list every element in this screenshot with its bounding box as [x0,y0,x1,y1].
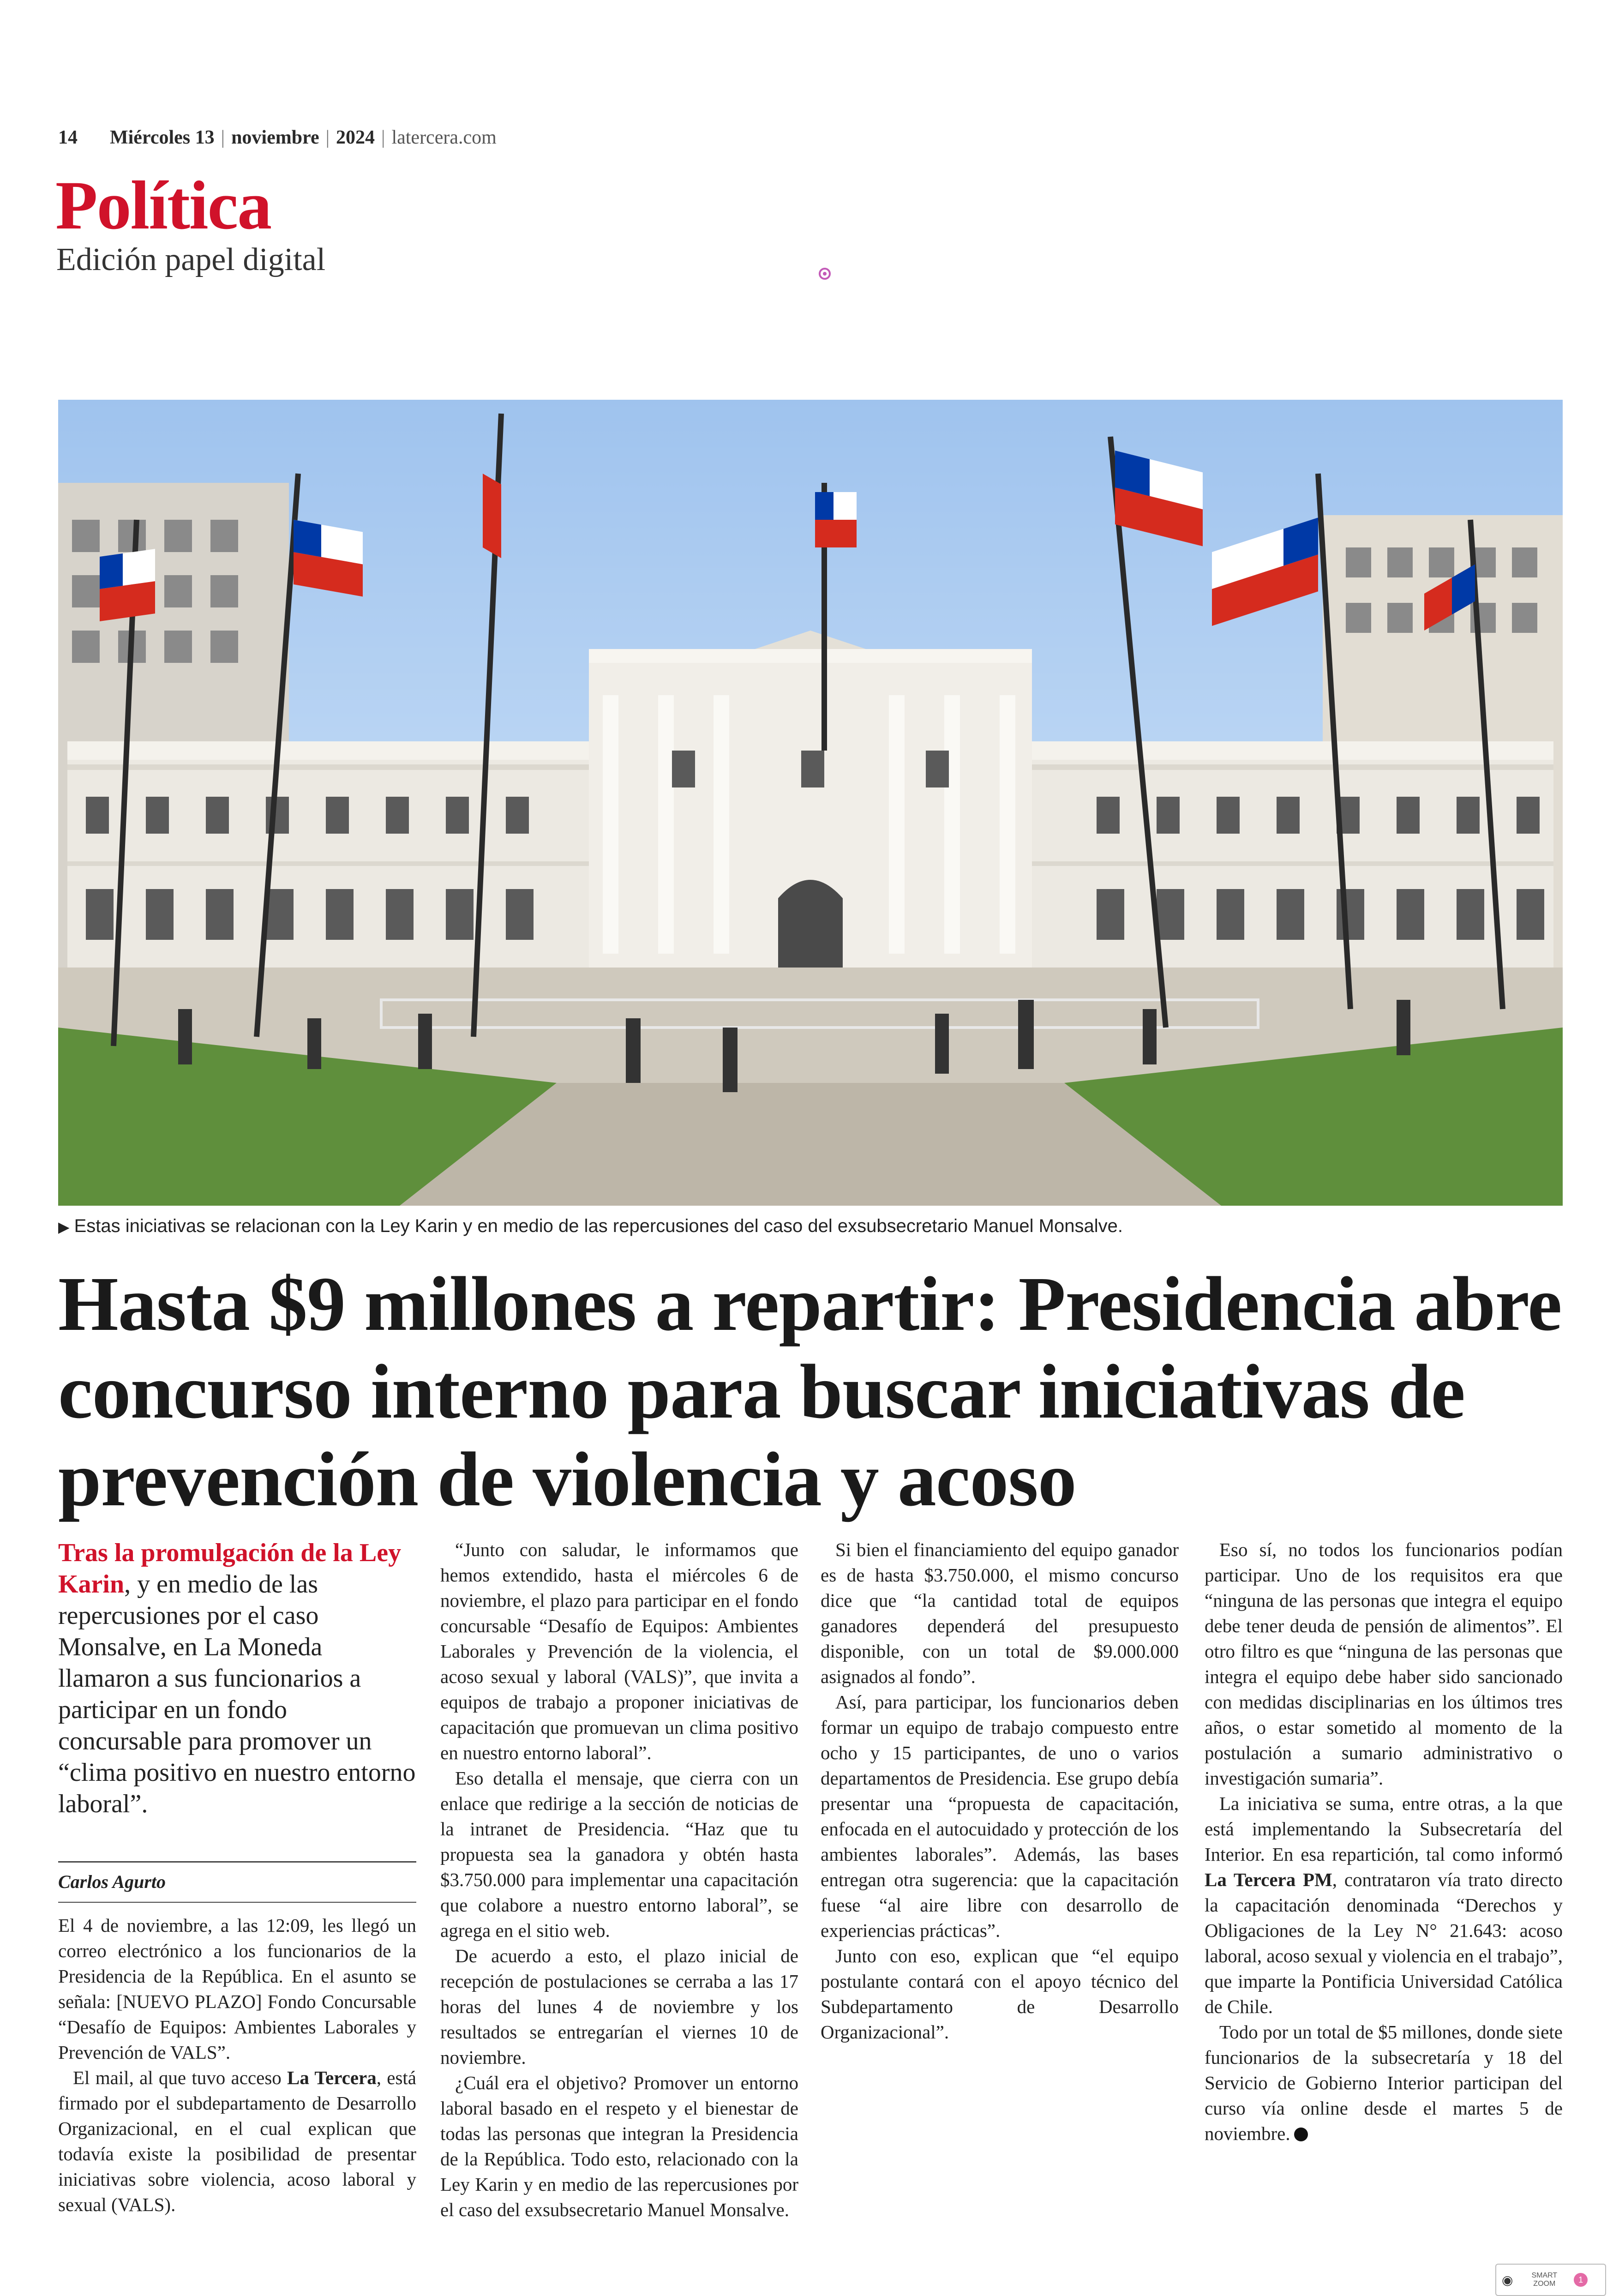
paragraph: El mail, al que tuvo acceso La Tercera, está firmado por el subdepartamento de Desarrollo Organizacional, en el cual explican que todavía existe la posibilidad de presentar iniciativas sobre violencia, acoso laboral y sexual (VALS). [58,2067,417,2215]
caption-arrow-icon: ▶ [58,1219,70,1235]
la-moneda-illustration [58,400,1563,1206]
paragraph: El 4 de noviembre, a las 12:09, les llegó un correo electrónico a los funcionarios de la Presidencia de la República. En el asunto se señala: [NUEVO PLAZO] Fondo Concursable “Desafío de Equipos: Ambientes Laborales y Prevención de VALS”. [58,1915,416,2063]
article-column-2 [440,1537,798,2223]
zoom-badge[interactable]: 1 [1574,2273,1588,2287]
paragraph: Si bien el financiamiento del equipo ganador es de hasta $3.750.000, el mismo concurso dice que “la cantidad total de equipos ganadores dependerá del presupuesto disponible, con un total de $9.000.000 asignados al fondo”. [821,1539,1179,1687]
article-lead [58,1537,416,1820]
site-link[interactable]: latercera.com [391,127,497,148]
caption-text: Estas iniciativas se relacionan con la Ley Karin y en medio de las repercusiones del caso del exsubsecretario Manuel Monsalve. [74,1216,1123,1236]
header-date-year: 2024 [336,127,375,148]
article-column-3 [821,1537,1179,2045]
photo-caption [58,1216,1563,1237]
byline: Carlos Agurto [58,1863,416,1903]
header-date-day: Miércoles 13 [110,127,215,148]
paragraph: ¿Cuál era el objetivo? Promover un entorno laboral basado en el respeto y el bienestar de todas las personas que integran la Presidencia de la República. Todo esto, relacionado con la Ley Karin y en medio de las repercusiones por el caso del exsubsecretario Manuel Monsalve. [440,2072,798,2220]
end-mark-icon [1294,2128,1308,2141]
paragraph: “Junto con saludar, le informamos que hemos extendido, hasta el miércoles 6 de noviembre, el plazo para participar en el fondo concursable “Desafío de Equipos: Ambientes Laborales y Prevención de la violencia, el acoso sexual y laboral (VALS)”, que invita a equipos de trabajo a proponer iniciativas de capacitación que promuevan un clima positivo en nuestro entorno laboral”. [440,1539,798,1763]
section-title: Política [55,167,271,244]
paragraph: Junto con eso, explican que “el equipo postulante contará con el apoyo técnico del Subdepartamento de Desarrollo Organizacional”. [821,1945,1179,2043]
paragraph: De acuerdo a esto, el plazo inicial de recepción de postulaciones se cerraba a las 17 horas del lunes 4 de noviembre y los resultados se entregarían el viernes 10 de noviembre. [440,1945,798,2068]
lead-highlight: Tras la promulgación de la Ley Karin [58,1539,402,1599]
section-subtitle: Edición papel digital [56,242,326,277]
paragraph: Todo por un total de $5 millones, donde siete funcionarios de la subsecretaría y 18 del Servicio de Gobierno Interior participan del curso vía online desde el martes 5 de noviembre. [1205,2021,1563,2144]
separator: | [221,127,225,148]
eye-icon[interactable]: ◉ [1502,2272,1513,2287]
page-header-line [58,124,497,151]
smart-zoom-label: SMART ZOOM [1531,2272,1558,2288]
article-headline: Hasta $9 millones a repartir: Presidencia abre concurso interno para buscar iniciativas de prevención de violencia y acoso [58,1261,1562,1522]
smart-zoom-widget[interactable] [1495,2264,1606,2296]
paragraph: Eso sí, no todos los funcionarios podían participar. Uno de los requisitos era que “ninguna de las personas que integra el equipo debe tener deuda de pensión de alimentos”. El otro filtro es que “ninguna de las personas que integra el equipo debe haber sido sancionado con medidas disciplinarias en los últimos tres años, o estar sometido al momento de la postulación a sumario administrativo o investigación sumaria”. [1205,1539,1563,1789]
paragraph: Eso detalla el mensaje, que cierra con un enlace que redirige a la sección de noticias de la intranet de Presidencia. “Haz que tu propuesta sea la ganadora y obtén hasta $3.750.000 para implementar una capacitación que colabore a nuestro entorno laboral”, se agrega en el sitio web. [440,1767,798,1941]
paragraph: La iniciativa se suma, entre otras, a la que está implementando la Subsecretaría del Interior. En esa repartición, tal como informó La Tercera PM, contrataron vía trato directo la capacitación denominada “Derechos y Obligaciones de la Ley N° 21.643: acoso laboral, acoso sexual y violencia en el trabajo”, que imparte la Pontificia Universidad Católica de Chile. [1205,1793,1563,2017]
header-date-month: noviembre [231,127,319,148]
target-dot-icon[interactable] [819,268,831,280]
article-photo [58,400,1563,1206]
article-column-4 [1205,1537,1563,2146]
paragraph: Así, para participar, los funcionarios deben formar un equipo de trabajo compuesto entre ocho y 15 participantes, de uno o varios departamentos de Presidencia. Ese grupo debía presentar una “propuesta de capacitación, enfocada en el autocuidado y protección de los ambientes laborales”. Además, las bases entregan otra sugerencia: que la capacitación fuese “al aire libre con desarrollo de experiencias prácticas”. [821,1691,1179,1941]
article-column-1 [58,1537,416,2218]
brand-name: La Tercera [287,2067,377,2088]
brand-name: La Tercera PM [1205,1869,1332,1890]
lead-text: , y en medio de las repercusiones por el caso Monsalve, en La Moneda llamaron a sus funcionarios a participar en un fondo concursable para promover un “clima positivo en nuestro entorno laboral”. [58,1570,416,1818]
separator: | [381,127,385,148]
separator: | [325,127,330,148]
page-number: 14 [58,127,78,148]
